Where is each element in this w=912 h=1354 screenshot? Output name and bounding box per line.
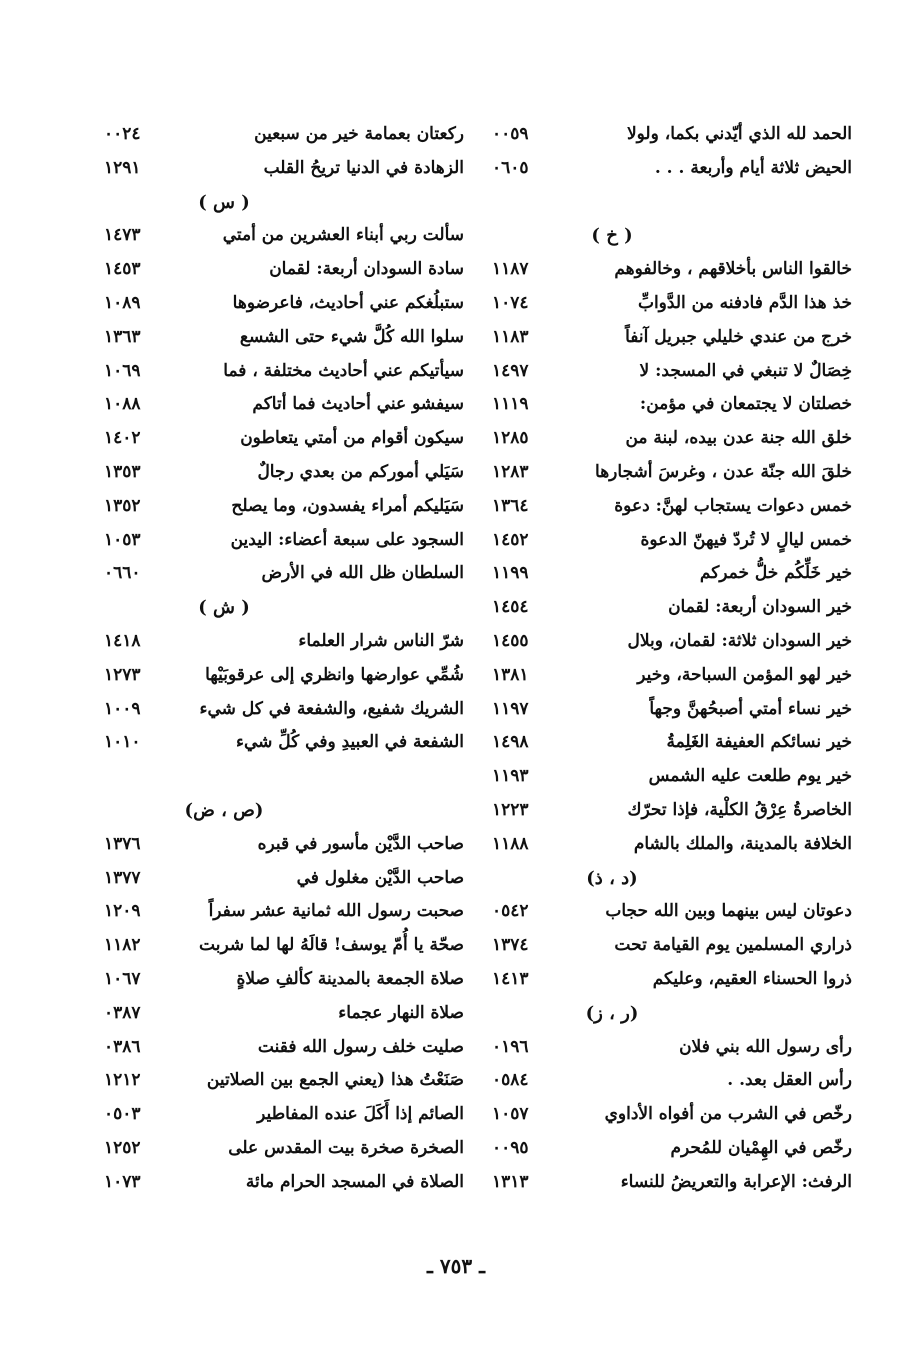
entry-number: ٠٣٨٦ bbox=[104, 1036, 141, 1057]
entry-text: السجود على سبعة أعضاء: اليدين bbox=[230, 529, 464, 550]
section-heading bbox=[492, 997, 852, 1031]
entry-number: ١١٩٣ bbox=[492, 766, 529, 787]
index-entry bbox=[492, 152, 852, 186]
entry-text: خالقوا الناس بأخلاقهم ، وخالفوهم bbox=[614, 259, 852, 280]
entry-text: رخّص في الهِمْيان للمُحرم bbox=[670, 1137, 852, 1158]
index-entry bbox=[492, 895, 852, 929]
index-entry bbox=[492, 659, 852, 693]
entry-number: ١٠٥٣ bbox=[104, 529, 141, 550]
entry-number: ١٠٦٩ bbox=[104, 360, 141, 381]
entry-number: ١٠٧٤ bbox=[492, 292, 529, 313]
entry-text: خير السودان أربعة: لقمان bbox=[668, 597, 852, 618]
entry-number: ١٢١٢ bbox=[104, 1070, 141, 1091]
section-heading bbox=[104, 591, 464, 625]
entry-text: الشفعة في العبيدِ وفي كُلِّ شيء bbox=[235, 732, 464, 753]
spacer bbox=[104, 760, 464, 794]
entry-number: ١٣٧٧ bbox=[104, 867, 141, 888]
entry-number: ١٢٢٣ bbox=[492, 799, 529, 820]
index-entry bbox=[104, 963, 464, 997]
index-entry bbox=[104, 355, 464, 389]
index-entry bbox=[104, 456, 464, 490]
index-entry bbox=[492, 524, 852, 558]
entry-number: ١١٨٧ bbox=[492, 259, 529, 280]
index-entry bbox=[492, 388, 852, 422]
entry-number: ١٤٥٢ bbox=[492, 529, 529, 550]
index-entry bbox=[492, 760, 852, 794]
entry-text: سلوا الله كُلَّ شيء حتى الشسع bbox=[239, 326, 464, 347]
entry-number: ١٠٠٩ bbox=[104, 698, 141, 719]
entry-number: ١٤٧٣ bbox=[104, 225, 141, 246]
entry-number: ٠٣٨٧ bbox=[104, 1002, 141, 1023]
entry-number: ١٤٠٢ bbox=[104, 428, 141, 449]
section-heading bbox=[104, 794, 464, 828]
index-entry bbox=[492, 355, 852, 389]
index-entry bbox=[104, 557, 464, 591]
section-heading bbox=[104, 186, 464, 220]
section-letter: ( ش ) bbox=[198, 597, 250, 619]
entry-number: ١٣١٣ bbox=[492, 1171, 529, 1192]
entry-number: ١٠٥٧ bbox=[492, 1104, 529, 1125]
entry-number: ١٤٥٣ bbox=[104, 259, 141, 280]
index-entry bbox=[104, 524, 464, 558]
index-entry bbox=[492, 557, 852, 591]
entry-number: ١٣٦٤ bbox=[492, 495, 529, 516]
entry-text: شرّ الناس شرار العلماء bbox=[298, 630, 464, 651]
index-entry bbox=[104, 726, 464, 760]
section-letter: ( خ ) bbox=[591, 225, 633, 247]
entry-text: خير نساء أمتي أصبحُهنَّ وجهاً bbox=[649, 698, 852, 719]
entry-text: خصلتان لا يجتمعان في مؤمن: bbox=[639, 394, 852, 415]
index-entry bbox=[492, 794, 852, 828]
index-entry bbox=[492, 456, 852, 490]
entry-text: ذراري المسلمين يوم القيامة تحت bbox=[614, 935, 852, 956]
entry-number: ١٢٠٩ bbox=[104, 901, 141, 922]
entry-number: ١٢٥٢ bbox=[104, 1137, 141, 1158]
index-entry bbox=[104, 1064, 464, 1098]
entry-text: سادة السودان أربعة: لقمان bbox=[269, 259, 464, 280]
index-entry bbox=[104, 219, 464, 253]
index-entry bbox=[104, 895, 464, 929]
entry-number: ١٣٦٣ bbox=[104, 326, 141, 347]
index-entry bbox=[104, 997, 464, 1031]
entry-number: ٠٠٥٩ bbox=[492, 124, 529, 144]
index-entry bbox=[492, 963, 852, 997]
entry-number: ١٠١٠ bbox=[104, 732, 141, 753]
entry-number: ١٣٨١ bbox=[492, 664, 529, 685]
section-letter: ( س ) bbox=[198, 191, 250, 213]
entry-text: خير لهو المؤمن السباحة، وخير bbox=[637, 664, 852, 685]
index-entry bbox=[104, 321, 464, 355]
index-entry bbox=[492, 490, 852, 524]
entry-number: ١١٨٣ bbox=[492, 326, 529, 347]
entry-number: ٠٥٨٤ bbox=[492, 1070, 529, 1091]
entry-number: ١٤٩٧ bbox=[492, 360, 529, 381]
index-entry bbox=[104, 490, 464, 524]
entry-number: ١١٨٨ bbox=[492, 833, 529, 854]
index-entry bbox=[104, 828, 464, 862]
index-entry bbox=[104, 1132, 464, 1166]
entry-number: ٠٦٦٠ bbox=[104, 563, 141, 584]
index-entry bbox=[492, 1098, 852, 1132]
index-entry bbox=[104, 152, 464, 186]
entry-text: الصخرة صخرة بيت المقدس على bbox=[228, 1137, 464, 1158]
entry-text: خِصَالٌ لا تنبغي في المسجد: لا bbox=[639, 360, 852, 381]
entry-number: ١١٩٩ bbox=[492, 563, 529, 584]
entry-text: سيفشو عني أحاديث فما أتاكم bbox=[252, 394, 464, 415]
entry-text: صلاة النهار عجماء bbox=[338, 1002, 464, 1023]
entry-number: ١٤٥٤ bbox=[492, 597, 529, 618]
entry-number: ١٠٧٣ bbox=[104, 1171, 141, 1192]
entry-text: سَيَلي أموركم من بعدي رجالٌ bbox=[257, 461, 464, 482]
entry-text: خير يوم طلعت عليه الشمس bbox=[648, 766, 852, 787]
entry-text: الحيض ثلاثة أيام وأربعة . . . bbox=[654, 157, 852, 178]
entry-text: خير نسائكم العفيفة الغَلِمةُ bbox=[666, 732, 852, 753]
index-entry bbox=[492, 591, 852, 625]
entry-text: سَيَليكم أمراء يفسدون، وما يصلح bbox=[231, 495, 464, 516]
entry-number: ١٢٨٣ bbox=[492, 461, 529, 482]
entry-text: خمس دعوات يستجاب لهنَّ: دعوة bbox=[614, 495, 852, 516]
entry-number: ٠٥٤٢ bbox=[492, 901, 529, 922]
entry-text: صاحب الدَّيْن مغلول في bbox=[296, 867, 464, 888]
entry-text: الخلافة بالمدينة، والملك بالشام bbox=[633, 833, 852, 854]
entry-text: الشريك شفيع، والشفعة في كل شيء bbox=[199, 698, 464, 719]
section-heading bbox=[492, 862, 852, 896]
index-entry bbox=[492, 1132, 852, 1166]
index-entry bbox=[104, 1098, 464, 1132]
index-entry bbox=[104, 422, 464, 456]
entry-number: ١٣٧٦ bbox=[104, 833, 141, 854]
index-entry bbox=[492, 1166, 852, 1200]
spacer bbox=[492, 186, 852, 220]
entry-text: خلق الله جنة عدن بيده، لبنة من bbox=[625, 428, 852, 449]
entry-number: ٠٠٩٥ bbox=[492, 1137, 529, 1158]
index-entry bbox=[104, 388, 464, 422]
index-entry bbox=[104, 659, 464, 693]
index-entry bbox=[104, 625, 464, 659]
entry-number: ١٤١٣ bbox=[492, 968, 529, 989]
entry-text: خرج من عندي خليلي جبريل آنفاً bbox=[625, 326, 852, 347]
entry-number: ١٤٩٨ bbox=[492, 732, 529, 753]
index-entry bbox=[492, 321, 852, 355]
entry-text: خذ هذا الدَّم فادفنه من الدَّوابِّ bbox=[637, 292, 852, 313]
section-heading bbox=[492, 219, 852, 253]
index-entry bbox=[492, 726, 852, 760]
index-entry bbox=[104, 929, 464, 963]
entry-number: ٠٥٠٣ bbox=[104, 1104, 141, 1125]
entry-text: سألت ربي أبناء العشرين من أمتي bbox=[222, 225, 464, 246]
entry-text: شُمِّي عوارضها وانظري إلى عرقوبَيْها bbox=[205, 664, 464, 685]
entry-number: ١٠٦٧ bbox=[104, 968, 141, 989]
index-entry bbox=[104, 287, 464, 321]
index-entry bbox=[104, 1031, 464, 1065]
entry-text: رأى رسول الله بني فلان bbox=[679, 1036, 852, 1057]
index-entry bbox=[492, 1064, 852, 1098]
entry-text: صلاة الجمعة بالمدينة كألفِ صلاةٍ bbox=[236, 968, 464, 989]
index-entry bbox=[492, 253, 852, 287]
entry-text: خير السودان ثلاثة: لقمان، وبلال bbox=[627, 630, 852, 651]
page-number: ـ ٧٥٣ ـ bbox=[427, 1254, 485, 1278]
section-letter: (د ، ذ) bbox=[586, 867, 638, 889]
left-column bbox=[104, 118, 464, 1200]
entry-text: صليت خلف رسول الله فقنت bbox=[257, 1036, 464, 1057]
entry-text: الرفث: الإعرابة والتعريضُ للنساء bbox=[620, 1171, 852, 1192]
entry-number: ١١١٩ bbox=[492, 394, 529, 415]
entry-text: خلقَ الله جنّة عدن ، وغرسَ أشجارها bbox=[595, 461, 852, 482]
right-column bbox=[492, 118, 852, 1200]
entry-number: ١٠٨٨ bbox=[104, 394, 141, 415]
entry-number: ١٢٧٣ bbox=[104, 664, 141, 685]
entry-text: سيكون أقوام من أمتي يتعاطون bbox=[240, 428, 464, 449]
entry-number: ١٠٨٩ bbox=[104, 292, 141, 313]
entry-number: ١٣٧٤ bbox=[492, 935, 529, 956]
index-entry bbox=[492, 287, 852, 321]
index-entry bbox=[104, 862, 464, 896]
entry-number: ١٢٨٥ bbox=[492, 428, 529, 449]
entry-number: ١٣٥٣ bbox=[104, 461, 141, 482]
entry-text: السلطان ظل الله في الأرض bbox=[261, 563, 464, 584]
entry-text: صحّة يا أُمّ يوسف! قالَهُ لها لما شربت bbox=[199, 935, 464, 956]
entry-text: خير خَلِّكُم خلُّ خمركم bbox=[699, 563, 852, 584]
index-entry bbox=[104, 118, 464, 152]
index-entry bbox=[492, 828, 852, 862]
entry-text: ركعتان بعمامة خير من سبعين bbox=[254, 124, 464, 144]
entry-number: ٠٠٢٤ bbox=[104, 124, 141, 144]
entry-text: صَنَعْتُ هذا (يعني الجمع بين الصلاتين bbox=[206, 1070, 464, 1091]
index-entry bbox=[492, 625, 852, 659]
entry-text: ذروا الحسناء العقيم، وعليكم bbox=[652, 968, 852, 989]
section-letter: (ص ، ض) bbox=[184, 799, 264, 821]
entry-text: رأس العقل بعد. . bbox=[727, 1070, 852, 1091]
index-entry bbox=[492, 118, 852, 152]
entry-text: صحبت رسول الله ثمانية عشر سفراً bbox=[208, 901, 464, 922]
entry-text: الصائم إذا أَكَلَ عنده المفاطير bbox=[257, 1104, 464, 1125]
entry-text: سيأتيكم عني أحاديث مختلفة ، فما bbox=[223, 360, 464, 381]
entry-text: دعوتان ليس بينهما وبين الله حجاب bbox=[605, 901, 852, 922]
entry-number: ١٣٥٢ bbox=[104, 495, 141, 516]
index-entry bbox=[104, 253, 464, 287]
entry-number: ١١٨٢ bbox=[104, 935, 141, 956]
entry-text: الخاصرةُ عِرْقُ الكلْية، فإذا تحرّك bbox=[627, 799, 852, 820]
entry-text: صاحب الدَّيْن مأسور في قبره bbox=[257, 833, 464, 854]
index-entry bbox=[492, 929, 852, 963]
entry-number: ١٢٩١ bbox=[104, 157, 141, 178]
entry-number: ٠٦٠٥ bbox=[492, 157, 529, 178]
index-entry bbox=[104, 1166, 464, 1200]
entry-number: ٠١٩٦ bbox=[492, 1036, 529, 1057]
entry-number: ١٤٥٥ bbox=[492, 630, 529, 651]
entry-text: الحمد لله الذي أيّدني بكما، ولولا bbox=[626, 124, 852, 144]
index-entry bbox=[492, 693, 852, 727]
entry-text: الصلاة في المسجد الحرام مائة bbox=[245, 1171, 464, 1192]
entry-number: ١١٩٧ bbox=[492, 698, 529, 719]
entry-text: خمس ليالٍ لا تُردّ فيهنّ الدعوة bbox=[640, 529, 852, 550]
index-entry bbox=[104, 693, 464, 727]
entry-text: ستبلُغكم عني أحاديث، فاعرضوها bbox=[232, 292, 464, 313]
entry-number: ١٤١٨ bbox=[104, 630, 141, 651]
index-entry bbox=[492, 1031, 852, 1065]
entry-text: الزهادة في الدنيا تريحُ القلب bbox=[263, 157, 464, 178]
entry-text: رخّص في الشرب من أفواه الأداوي bbox=[604, 1104, 852, 1125]
section-letter: (ر ، ز) bbox=[585, 1002, 639, 1024]
index-entry bbox=[492, 422, 852, 456]
